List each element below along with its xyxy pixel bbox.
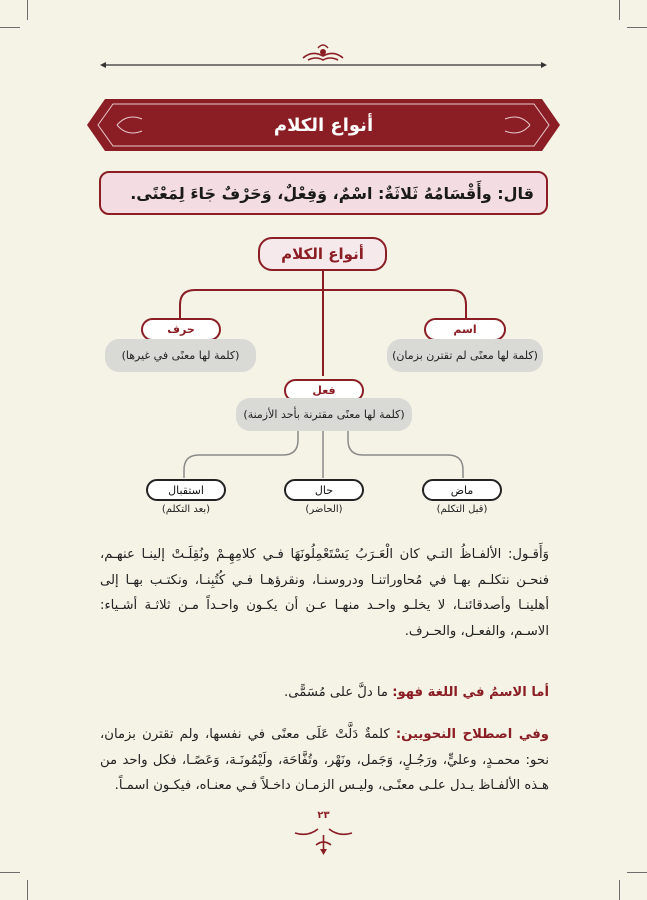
definition-label-istilah: وفي اصطلاح النحويين:: [395, 727, 549, 742]
node-madi: ماض: [422, 479, 502, 501]
diagram-root-node: أنواع الكلام: [258, 237, 387, 271]
footer-ornament: [290, 815, 357, 860]
page-number: ٢٣: [317, 810, 330, 821]
node-hal: حال: [284, 479, 364, 501]
body-paragraph-2: [100, 680, 549, 706]
body-paragraph-1: وَأَقـول: الألفـاظُ التـي كان الْعَـرَبُ يَسْتَعْمِلُونَهَا فـي كلامِهِـمْ ونُقِلَـتْ إلينـا عنهـم، فنحـن نتكلـم بهـا في مُحاوراتنـا ودروسنـا، ونقرؤهـا فـي كُتُبِنـا، ونكتـب بهـا إلى أهلينـا وأصدقائنـا، لا يخلـو واحـد منهـا عـن أن يكـون واحـداً مـن ثلاثـة أشـياء: الاسـم، والفعـل، والحـرف.: [100, 547, 549, 639]
crop-mark-bottom-left-v: [27, 880, 28, 900]
node-mustaqbal: استقبال: [146, 479, 226, 501]
definition-text-istilah: كلمةٌ دَلَّتْ عَلَى معنًى في نفسها، ولم تقترن بزمان، نحو: محمـدٍ، وعليٍّ، ورَجُـلٍ، وَجَمل، ونَهْر، وتُفَّاحَة، ولَيْمُونَـة، وَعَصًـا، فكل واحد من هـذه الألفـاظ يـدل علـى معنًـى، وليـس الزمـان داخـلاً فـي معنـاه، فيكـون اسمـاً.: [100, 727, 549, 793]
definition-text-lugha: ما دلَّ على مُسَمًّى.: [284, 685, 393, 700]
node-fiil: فعل: [284, 379, 364, 402]
sub-hal: (الحاضر): [305, 504, 343, 515]
node-ism: اسم: [424, 318, 506, 341]
sub-madi: (قبل التكلم): [436, 504, 488, 515]
page-title: أنواع الكلام: [273, 114, 374, 136]
node-harf: حرف: [141, 318, 221, 341]
crop-mark-bottom-left-h: [0, 872, 20, 873]
sub-mustaqbal: (بعد التكلم): [161, 504, 211, 515]
desc-harf: (كلمة لها معنًى في غيرها): [105, 339, 256, 372]
desc-fiil: (كلمة لها معنًى مقترنة بأحد الأزمنة): [236, 398, 412, 431]
body-paragraph-3: [100, 722, 549, 799]
desc-ism: (كلمة لها معنًى لم تقترن بزمان): [387, 339, 543, 372]
quote-box: قال: وأَقْسَامُهُ ثَلاثَةٌ: اسْمٌ، وَفِعْلٌ، وَحَرْفٌ جَاءَ لِمَعْنًى.: [99, 171, 548, 215]
crop-mark-bottom-right-h: [627, 872, 647, 873]
crop-mark-bottom-right-v: [619, 880, 620, 900]
definition-label-lugha: أما الاسمُ في اللغة فهو:: [392, 685, 549, 700]
